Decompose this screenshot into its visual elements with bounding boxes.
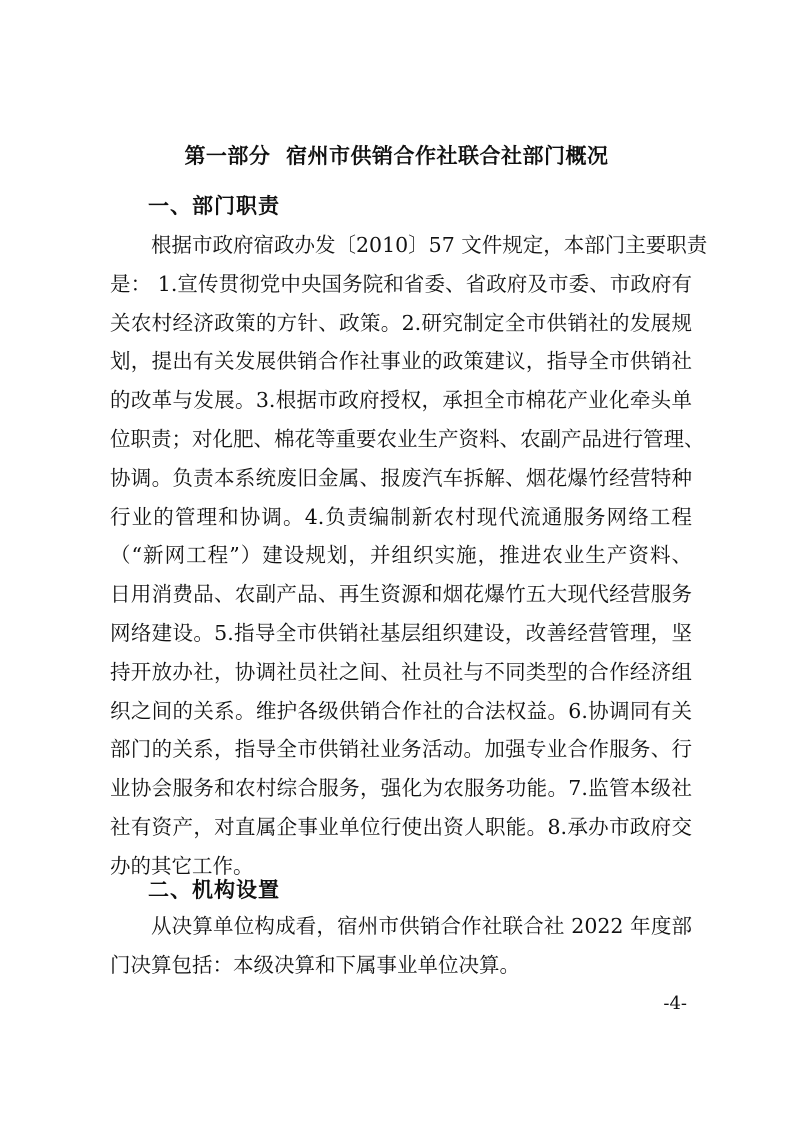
section-heading-organization: 二、机构设置 (148, 878, 280, 902)
paragraph-line: 网络建设。5.指导全市供销社基层组织建设，改善经营管理，坚 (110, 620, 692, 645)
paragraph-line: 部门的关系，指导全市供销社业务活动。加强专业合作服务、行 (110, 737, 692, 762)
paragraph-line: 业协会服务和农村综合服务，强化为农服务功能。7.监管本级社 (110, 776, 692, 801)
paragraph-line: 从决算单位构成看，宿州市供销合作社联合社 2022 年度部 (151, 914, 692, 938)
section-duties-paragraph (110, 226, 708, 886)
page-title: 第一部分 宿州市供销合作社联合社部门概况 (184, 144, 609, 168)
paragraph-line: 行业的管理和协调。4.负责编制新农村现代流通服务网络工程 (110, 504, 692, 529)
paragraph-line: 根据市政府宿政办发〔2010〕57 文件规定，本部门主要职责 (151, 233, 708, 257)
paragraph-line: 日用消费品、农副产品、再生资源和烟花爆竹五大现代经营服务 (110, 582, 692, 607)
paragraph-line: 织之间的关系。维护各级供销合作社的合法权益。6.协调同有关 (110, 698, 692, 723)
paragraph-line: 是： 1.宣传贯彻党中央国务院和省委、省政府及市委、市政府有 (110, 271, 692, 296)
paragraph-line: 办的其它工作。 (110, 853, 254, 878)
paragraph-line: 协调。负责本系统废旧金属、报废汽车拆解、烟花爆竹经营特种 (110, 465, 692, 490)
paragraph-line: 持开放办社，协调社员社之间、社员社与不同类型的合作经济组 (110, 659, 692, 684)
paragraph-line: 关农村经济政策的方针、政策。2.研究制定全市供销社的发展规 (110, 310, 692, 335)
section-organization-paragraph (110, 907, 692, 985)
paragraph-line: （“新网工程”）建设规划，并组织实施，推进农业生产资料、 (110, 543, 692, 568)
section-heading-duties: 一、部门职责 (148, 194, 280, 218)
paragraph-line: 划，提出有关发展供销合作社事业的政策建议，指导全市供销社 (110, 349, 692, 374)
paragraph-line: 门决算包括：本级决算和下属事业单位决算。 (110, 952, 520, 977)
paragraph-line: 位职责；对化肥、棉花等重要农业生产资料、农副产品进行管理、 (110, 426, 705, 451)
page-number: -4- (663, 993, 687, 1014)
paragraph-line: 社有资产，对直属企事业单位行使出资人职能。8.承办市政府交 (110, 814, 692, 839)
paragraph-line: 的改革与发展。3.根据市政府授权，承担全市棉花产业化牵头单 (110, 388, 692, 413)
